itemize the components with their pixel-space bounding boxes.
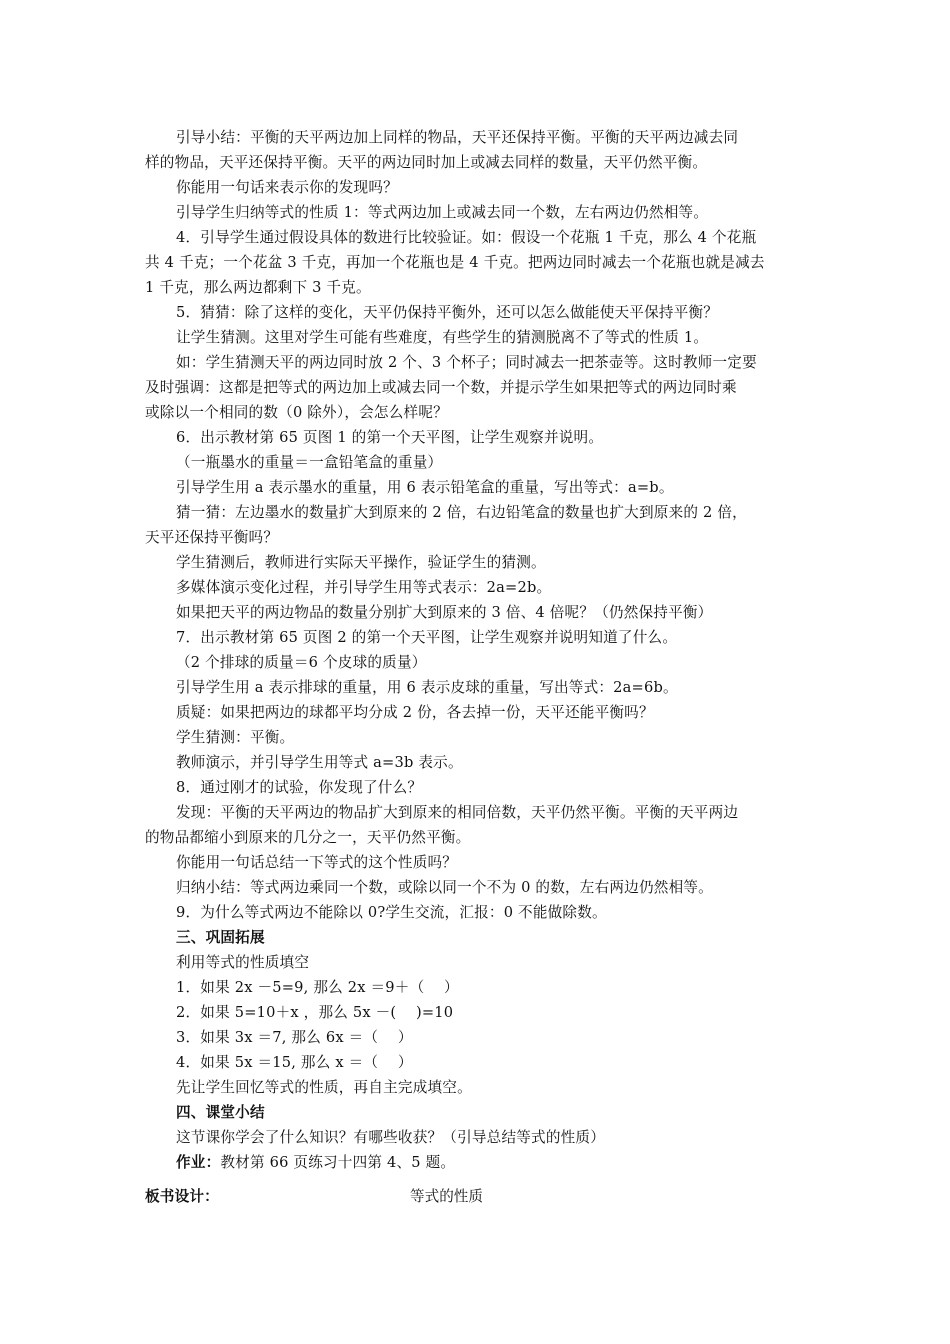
paragraph-line: （一瓶墨水的重量＝一盒铅笔盒的重量）: [176, 454, 443, 471]
paragraph-line: 的物品都缩小到原来的几分之一，天平仍然平衡。: [145, 829, 471, 846]
paragraph-line: 或除以一个相同的数（0 除外），会怎么样呢？: [145, 404, 448, 421]
paragraph-line: 引导小结：平衡的天平两边加上同样的物品，天平还保持平衡。平衡的天平两边减去同: [176, 129, 739, 146]
exercise-item: 3．如果 3x ＝7, 那么 6x ＝（ ）: [176, 1029, 413, 1046]
paragraph-line: 引导学生用 a 表示墨水的重量，用 6 表示铅笔盒的重量，写出等式：a=b。: [176, 479, 674, 496]
homework-text: 教材第 66 页练习十四第 4、5 题。: [220, 1154, 456, 1171]
paragraph-line: 你能用一句话总结一下等式的这个性质吗？: [176, 854, 458, 871]
board-design-label: 板书设计：: [145, 1188, 219, 1205]
section-heading: 三、巩固拓展: [176, 929, 265, 946]
paragraph-line: 及时强调：这都是把等式的两边加上或减去同一个数，并提示学生如果把等式的两边同时乘: [145, 379, 737, 396]
paragraph-line: 7．出示教材第 65 页图 2 的第一个天平图，让学生观察并说明知道了什么。: [176, 629, 678, 646]
paragraph-line: 8．通过刚才的试验，你发现了什么？: [176, 779, 423, 796]
paragraph-line: 学生猜测：平衡。: [176, 729, 295, 746]
paragraph-line: 这节课你学会了什么知识？有哪些收获？（引导总结等式的性质）: [176, 1129, 606, 1146]
exercise-item: 4．如果 5x ＝15, 那么 x ＝（ ）: [176, 1054, 413, 1071]
paragraph-line: 天平还保持平衡吗？: [145, 529, 279, 546]
paragraph-line: 你能用一句话来表示你的发现吗？: [176, 179, 398, 196]
paragraph-line: 归纳小结：等式两边乘同一个数，或除以同一个不为 0 的数，左右两边仍然相等。: [176, 879, 713, 896]
paragraph-line: 引导学生归纳等式的性质 1：等式两边加上或减去同一个数，左右两边仍然相等。: [176, 204, 709, 221]
paragraph-line: 6．出示教材第 65 页图 1 的第一个天平图，让学生观察并说明。: [176, 429, 604, 446]
paragraph-line: 9．为什么等式两边不能除以 0?学生交流，汇报：0 不能做除数。: [176, 904, 607, 921]
paragraph-line: 猜一猜：左边墨水的数量扩大到原来的 2 倍，右边铅笔盒的数量也扩大到原来的 2 倍，: [176, 504, 747, 521]
paragraph-line: 质疑：如果把两边的球都平均分成 2 份，各去掉一份，天平还能平衡吗？: [176, 704, 654, 721]
homework-label: 作业：: [176, 1154, 221, 1171]
homework-line: [176, 1153, 455, 1173]
paragraph-line: 1 千克，那么两边都剩下 3 千克。: [145, 279, 371, 296]
paragraph-line: 多媒体演示变化过程，并引导学生用等式表示：2a=2b。: [176, 579, 552, 596]
paragraph-line: 5．猜猜：除了这样的变化，天平仍保持平衡外，还可以怎么做能使天平保持平衡？: [176, 304, 719, 321]
exercise-item: 2．如果 5=10＋x ，那么 5x －( )=10: [176, 1004, 454, 1021]
board-design-title: 等式的性质: [410, 1188, 483, 1205]
paragraph-line: （2 个排球的质量＝6 个皮球的质量）: [176, 654, 427, 671]
paragraph-line: 如：学生猜测天平的两边同时放 2 个、3 个杯子；同时减去一把茶壶等。这时教师一定要: [176, 354, 757, 371]
paragraph-line: 教师演示，并引导学生用等式 a=3b 表示。: [176, 754, 463, 771]
paragraph-line: 如果把天平的两边物品的数量分别扩大到原来的 3 倍、4 倍呢？（仍然保持平衡）: [176, 604, 713, 621]
paragraph-line: 4．引导学生通过假设具体的数进行比较验证。如：假设一个花瓶 1 千克，那么 4 个花瓶: [176, 229, 757, 246]
paragraph-line: 引导学生用 a 表示排球的重量，用 6 表示皮球的重量，写出等式：2a=6b。: [176, 679, 678, 696]
paragraph-line: 学生猜测后，教师进行实际天平操作，验证学生的猜测。: [176, 554, 546, 571]
paragraph-line: 发现：平衡的天平两边的物品扩大到原来的相同倍数，天平仍然平衡。平衡的天平两边: [176, 804, 739, 821]
paragraph-line: 先让学生回忆等式的性质，再自主完成填空。: [176, 1079, 472, 1096]
paragraph-line: 利用等式的性质填空: [176, 954, 310, 971]
paragraph-line: 共 4 千克；一个花盆 3 千克，再加一个花瓶也是 4 千克。把两边同时减去一个花瓶也就是减去: [145, 254, 765, 271]
exercise-item: 1．如果 2x －5=9, 那么 2x ＝9＋（ ）: [176, 979, 459, 996]
paragraph-line: 样的物品，天平还保持平衡。天平的两边同时加上或减去同样的数量，天平仍然平衡。: [145, 154, 708, 171]
section-heading: 四、课堂小结: [176, 1104, 265, 1121]
paragraph-line: 让学生猜测。这里对学生可能有些难度，有些学生的猜测脱离不了等式的性质 1。: [176, 329, 709, 346]
